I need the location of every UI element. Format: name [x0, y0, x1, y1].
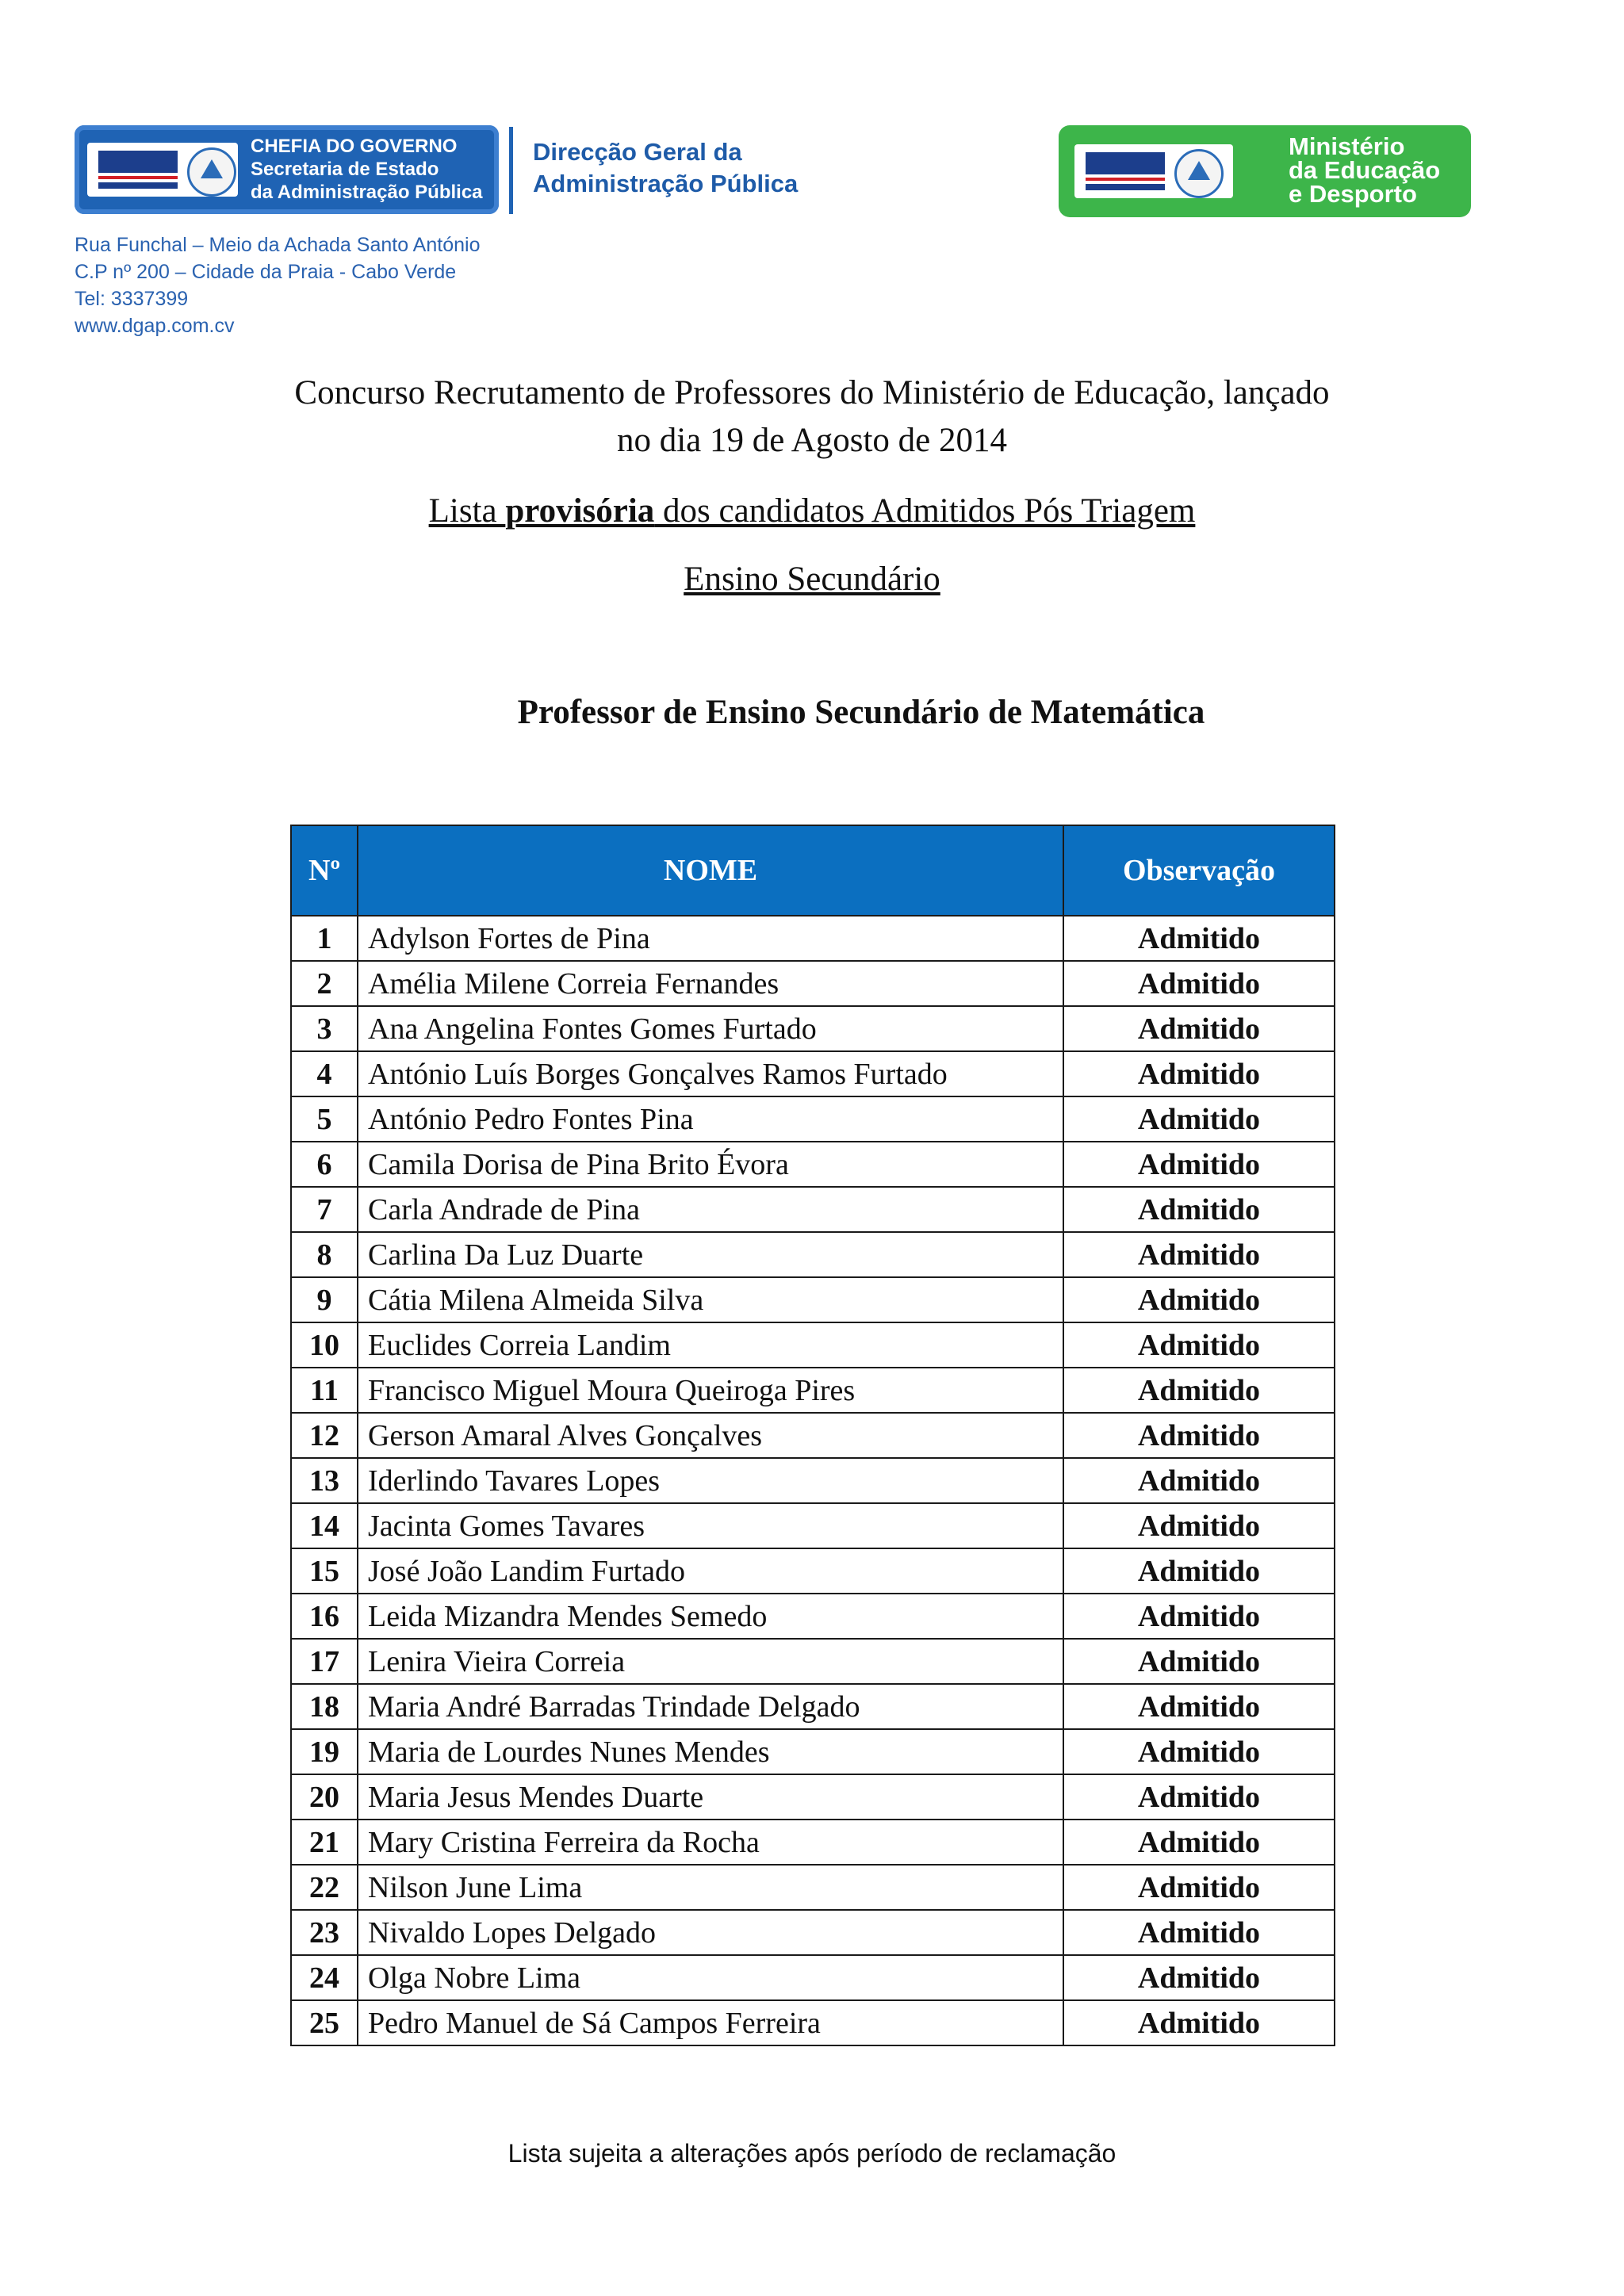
candidate-name: Maria Jesus Mendes Duarte: [358, 1774, 1063, 1820]
row-number: 17: [291, 1639, 358, 1684]
national-emblem-icon: [187, 147, 236, 197]
row-number: 9: [291, 1277, 358, 1322]
observation-status: Admitido: [1063, 961, 1335, 1006]
candidate-name: Cátia Milena Almeida Silva: [358, 1277, 1063, 1322]
observation-status: Admitido: [1063, 1774, 1335, 1820]
cabo-verde-flag-icon: [98, 151, 178, 189]
table-row: [291, 1232, 1335, 1277]
row-number: 10: [291, 1322, 358, 1368]
candidate-name: Lenira Vieira Correia: [358, 1639, 1063, 1684]
table-row: [291, 1639, 1335, 1684]
address-line: C.P nº 200 – Cidade da Praia - Cabo Verde: [75, 261, 457, 283]
candidate-name: Carla Andrade de Pina: [358, 1187, 1063, 1232]
website-link[interactable]: www.dgap.com.cv: [75, 315, 235, 337]
observation-status: Admitido: [1063, 1051, 1335, 1096]
observation-status: Admitido: [1063, 1684, 1335, 1729]
flag-emblem-box: [1074, 144, 1233, 198]
list-prefix: Lista: [428, 492, 506, 530]
row-number: 19: [291, 1729, 358, 1774]
table-row: [291, 1142, 1335, 1187]
table-body: [291, 916, 1335, 2045]
candidate-name: Carlina Da Luz Duarte: [358, 1232, 1063, 1277]
cabo-verde-flag-icon: [1086, 152, 1165, 190]
row-number: 18: [291, 1684, 358, 1729]
observation-status: Admitido: [1063, 1865, 1335, 1910]
national-emblem-icon: [1174, 149, 1224, 198]
table-row: [291, 1503, 1335, 1548]
observation-status: Admitido: [1063, 1548, 1335, 1594]
address-line: Rua Funchal – Meio da Achada Santo António: [75, 234, 481, 256]
title-line-2: no dia 19 de Agosto de 2014: [616, 422, 1008, 459]
observation-status: Admitido: [1063, 1413, 1335, 1458]
logo-line: CHEFIA DO GOVERNO: [251, 136, 458, 157]
candidate-name: Francisco Miguel Moura Queiroga Pires: [358, 1368, 1063, 1413]
candidate-name: Jacinta Gomes Tavares: [358, 1503, 1063, 1548]
row-number: 8: [291, 1232, 358, 1277]
row-number: 25: [291, 2000, 358, 2045]
row-number: 5: [291, 1096, 358, 1142]
row-number: 4: [291, 1051, 358, 1096]
candidate-name: Pedro Manuel de Sá Campos Ferreira: [358, 2000, 1063, 2045]
observation-status: Admitido: [1063, 1187, 1335, 1232]
observation-status: Admitido: [1063, 916, 1335, 961]
logo-divider: [509, 127, 513, 214]
title-line-1: Concurso Recrutamento de Professores do Ministério de Educação, lançado: [294, 374, 1330, 411]
table-row: [291, 961, 1335, 1006]
candidate-name: Adylson Fortes de Pina: [358, 916, 1063, 961]
dgap-title: [533, 136, 798, 200]
candidate-name: Maria André Barradas Trindade Delgado: [358, 1684, 1063, 1729]
dgap-line: Direcção Geral da: [533, 138, 742, 166]
candidate-name: Mary Cristina Ferreira da Rocha: [358, 1820, 1063, 1865]
table-row: [291, 1594, 1335, 1639]
table-row: [291, 1955, 1335, 2000]
table-row: [291, 1096, 1335, 1142]
table-row: [291, 1820, 1335, 1865]
education-level: Ensino Secundário: [684, 561, 940, 598]
row-number: 7: [291, 1187, 358, 1232]
row-number: 6: [291, 1142, 358, 1187]
observation-status: Admitido: [1063, 1594, 1335, 1639]
list-subtitle: [159, 488, 1465, 534]
observation-status: Admitido: [1063, 1955, 1335, 2000]
table-row: [291, 1413, 1335, 1458]
table-row: [291, 1322, 1335, 1368]
observation-status: Admitido: [1063, 1503, 1335, 1548]
header-number: Nº: [291, 825, 358, 916]
dgap-line: Administração Pública: [533, 170, 799, 197]
observation-status: Admitido: [1063, 1368, 1335, 1413]
row-number: 23: [291, 1910, 358, 1955]
row-number: 20: [291, 1774, 358, 1820]
table-row: [291, 916, 1335, 961]
candidate-name: Nilson June Lima: [358, 1865, 1063, 1910]
table-row: [291, 1051, 1335, 1096]
observation-status: Admitido: [1063, 1639, 1335, 1684]
table-row: [291, 2000, 1335, 2045]
candidate-name: António Pedro Fontes Pina: [358, 1096, 1063, 1142]
candidate-name: Amélia Milene Correia Fernandes: [358, 961, 1063, 1006]
row-number: 24: [291, 1955, 358, 2000]
observation-status: Admitido: [1063, 2000, 1335, 2045]
candidate-name: Ana Angelina Fontes Gomes Furtado: [358, 1006, 1063, 1051]
observation-status: Admitido: [1063, 1322, 1335, 1368]
logo-line: da Educação: [1289, 156, 1441, 184]
section-title: Professor de Ensino Secundário de Matemática: [517, 694, 1205, 731]
table-row: [291, 1774, 1335, 1820]
table-row: [291, 1865, 1335, 1910]
table-header-row: [291, 825, 1335, 916]
table-row: [291, 1910, 1335, 1955]
table-row: [291, 1368, 1335, 1413]
logo-line: e Desporto: [1289, 180, 1417, 208]
header-name: NOME: [358, 825, 1063, 916]
row-number: 12: [291, 1413, 358, 1458]
observation-status: Admitido: [1063, 1458, 1335, 1503]
chefia-governo-logo: [75, 125, 499, 214]
row-number: 3: [291, 1006, 358, 1051]
chefia-governo-text: [251, 135, 483, 204]
observation-status: Admitido: [1063, 1142, 1335, 1187]
candidate-name: Maria de Lourdes Nunes Mendes: [358, 1729, 1063, 1774]
table-row: [291, 1187, 1335, 1232]
row-number: 14: [291, 1503, 358, 1548]
footer-note: Lista sujeita a alterações após período de reclamação: [508, 2139, 1116, 2168]
candidate-name: Gerson Amaral Alves Gonçalves: [358, 1413, 1063, 1458]
document-title: [159, 369, 1465, 465]
logo-line: Secretaria de Estado: [251, 159, 439, 180]
observation-status: Admitido: [1063, 1729, 1335, 1774]
observation-status: Admitido: [1063, 1232, 1335, 1277]
row-number: 1: [291, 916, 358, 961]
candidate-name: Olga Nobre Lima: [358, 1955, 1063, 2000]
row-number: 21: [291, 1820, 358, 1865]
row-number: 16: [291, 1594, 358, 1639]
row-number: 22: [291, 1865, 358, 1910]
observation-status: Admitido: [1063, 1910, 1335, 1955]
ministerio-educacao-logo: [1059, 125, 1471, 217]
candidate-name: Leida Mizandra Mendes Semedo: [358, 1594, 1063, 1639]
header-observation: Observação: [1063, 825, 1335, 916]
table-row: [291, 1458, 1335, 1503]
table-row: [291, 1684, 1335, 1729]
table-row: [291, 1006, 1335, 1051]
table-row: [291, 1277, 1335, 1322]
candidate-name: Nivaldo Lopes Delgado: [358, 1910, 1063, 1955]
row-number: 13: [291, 1458, 358, 1503]
observation-status: Admitido: [1063, 1277, 1335, 1322]
candidate-name: Euclides Correia Landim: [358, 1322, 1063, 1368]
address-line: Tel: 3337399: [75, 288, 189, 310]
observation-status: Admitido: [1063, 1096, 1335, 1142]
flag-emblem-box: [87, 143, 238, 197]
candidate-name: José João Landim Furtado: [358, 1548, 1063, 1594]
candidate-name: Camila Dorisa de Pina Brito Évora: [358, 1142, 1063, 1187]
table-row: [291, 1548, 1335, 1594]
candidate-name: Iderlindo Tavares Lopes: [358, 1458, 1063, 1503]
row-number: 2: [291, 961, 358, 1006]
table-row: [291, 1729, 1335, 1774]
row-number: 15: [291, 1548, 358, 1594]
observation-status: Admitido: [1063, 1006, 1335, 1051]
list-suffix: dos candidatos Admitidos Pós Triagem: [654, 492, 1196, 530]
candidate-name: António Luís Borges Gonçalves Ramos Furtado: [358, 1051, 1063, 1096]
candidates-table: [290, 825, 1335, 2046]
row-number: 11: [291, 1368, 358, 1413]
observation-status: Admitido: [1063, 1820, 1335, 1865]
logo-line: Ministério: [1289, 132, 1405, 160]
list-status-bold: provisória: [505, 492, 655, 530]
logo-line: da Administração Pública: [251, 182, 483, 203]
ministerio-text: [1289, 132, 1441, 208]
address-block: [75, 232, 480, 339]
